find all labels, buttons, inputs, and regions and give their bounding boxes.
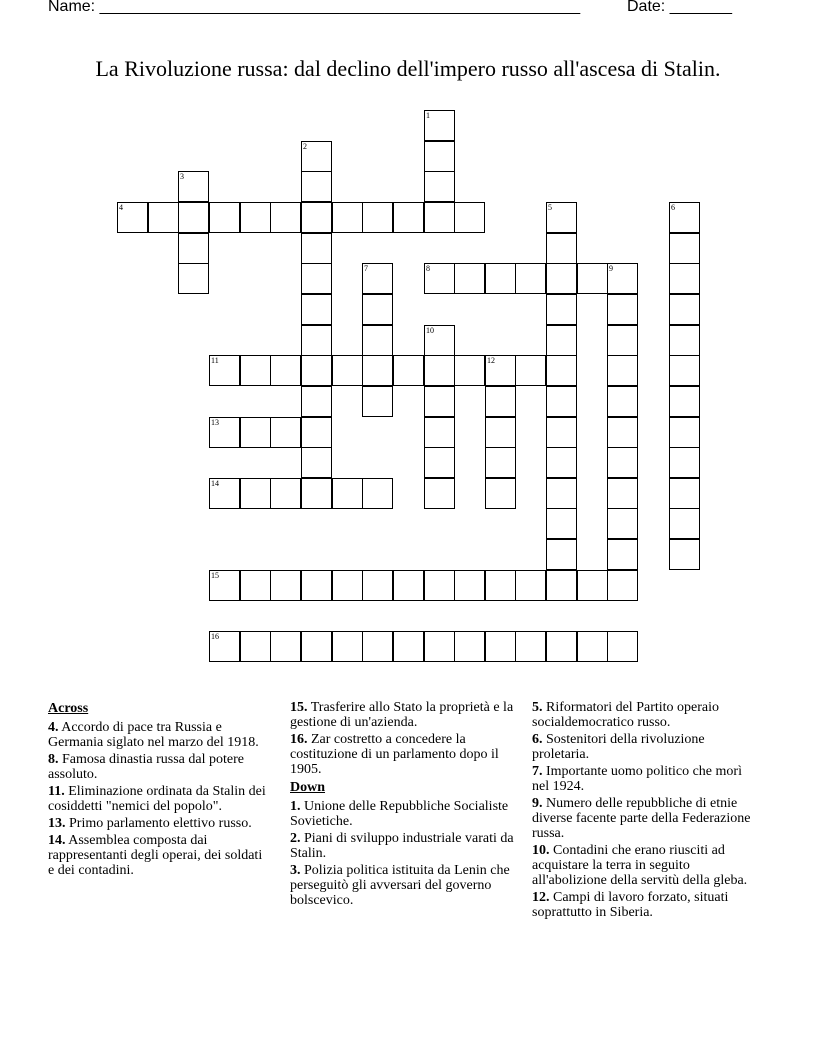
- grid-cell: [546, 508, 577, 539]
- clue-across-16: [290, 732, 522, 777]
- clue-number: 5.: [532, 700, 543, 715]
- clue-text: Assemblea composta dai rappresentanti degli operai, dei soldati e dei contadini.: [48, 833, 263, 878]
- clue-down-9: [532, 796, 758, 841]
- grid-cell: [393, 355, 424, 386]
- grid-cell: [485, 417, 516, 448]
- cell-number: 12: [487, 356, 495, 365]
- grid-cell: [546, 294, 577, 325]
- grid-cell: [546, 263, 577, 294]
- grid-cell: [454, 355, 485, 386]
- clue-text: Primo parlamento elettivo russo.: [69, 816, 252, 831]
- grid-cell: [669, 386, 700, 417]
- clue-text: Unione delle Repubbliche Socialiste Sovietiche.: [290, 799, 509, 829]
- grid-cell: [301, 294, 332, 325]
- grid-cell: [424, 202, 455, 233]
- cell-number: 16: [211, 632, 219, 641]
- grid-cell: [393, 570, 424, 601]
- clues-column-2: [290, 700, 522, 910]
- grid-cell: [424, 110, 455, 141]
- grid-cell: [332, 570, 363, 601]
- grid-cell: [362, 263, 393, 294]
- grid-cell: [454, 202, 485, 233]
- grid-cell: [424, 171, 455, 202]
- grid-cell: [546, 202, 577, 233]
- grid-cell: [607, 447, 638, 478]
- grid-cell: [515, 631, 546, 662]
- grid-cell: [301, 417, 332, 448]
- clue-number: 10.: [532, 843, 550, 858]
- grid-cell: [301, 202, 332, 233]
- grid-cell: [515, 263, 546, 294]
- grid-cell: [270, 355, 301, 386]
- grid-cell: [301, 325, 332, 356]
- grid-cell: [546, 631, 577, 662]
- grid-cell: [178, 263, 209, 294]
- grid-cell: [669, 355, 700, 386]
- clue-down-2: [290, 831, 522, 861]
- clue-number: 15.: [290, 700, 308, 715]
- cell-number: 7: [364, 264, 368, 273]
- clue-across-15: [290, 700, 522, 730]
- cell-number: 9: [609, 264, 613, 273]
- clue-number: 11.: [48, 784, 65, 799]
- grid-cell: [148, 202, 179, 233]
- clue-text: Zar costretto a concedere la costituzione di un parlamento dopo il 1905.: [290, 732, 499, 777]
- grid-cell: [270, 570, 301, 601]
- clue-across-8: [48, 752, 268, 782]
- grid-cell: [240, 570, 271, 601]
- grid-cell: [178, 233, 209, 264]
- clue-number: 9.: [532, 796, 543, 811]
- clue-number: 16.: [290, 732, 308, 747]
- grid-cell: [485, 447, 516, 478]
- grid-cell: [515, 355, 546, 386]
- clue-across-13: [48, 816, 268, 831]
- grid-cell: [270, 478, 301, 509]
- grid-cell: [424, 478, 455, 509]
- grid-cell: [607, 570, 638, 601]
- grid-cell: [301, 386, 332, 417]
- cell-number: 5: [548, 203, 552, 212]
- across-heading: Across: [48, 701, 89, 716]
- grid-cell: [301, 570, 332, 601]
- grid-cell: [362, 631, 393, 662]
- grid-cell: [332, 631, 363, 662]
- grid-cell: [577, 570, 608, 601]
- clue-text: Contadini che erano riusciti ad acquistare la terra in seguito all'abolizione della servitù della gleba.: [532, 843, 748, 888]
- grid-cell: [301, 478, 332, 509]
- grid-cell: [362, 570, 393, 601]
- grid-cell: [607, 478, 638, 509]
- grid-cell: [424, 263, 455, 294]
- grid-cell: [362, 355, 393, 386]
- clue-down-5: [532, 700, 758, 730]
- clue-text: Campi di lavoro forzato, situati soprattutto in Siberia.: [532, 890, 729, 920]
- grid-cell: [424, 417, 455, 448]
- clue-number: 6.: [532, 732, 543, 747]
- grid-cell: [332, 355, 363, 386]
- clue-text: Importante uomo politico che morì nel 1924.: [532, 764, 742, 794]
- grid-cell: [669, 539, 700, 570]
- grid-cell: [362, 294, 393, 325]
- grid-cell: [301, 447, 332, 478]
- down-heading: Down: [290, 780, 326, 795]
- cell-number: 2: [303, 142, 307, 151]
- clue-down-3: [290, 863, 522, 908]
- grid-cell: [607, 294, 638, 325]
- grid-cell: [209, 478, 240, 509]
- grid-cell: [240, 355, 271, 386]
- cell-number: 13: [211, 418, 219, 427]
- grid-cell: [669, 478, 700, 509]
- cell-number: 4: [119, 203, 123, 212]
- grid-cell: [362, 386, 393, 417]
- cell-number: 1: [426, 111, 430, 120]
- clue-down-10: [532, 843, 758, 888]
- grid-cell: [301, 263, 332, 294]
- clue-number: 4.: [48, 720, 59, 735]
- grid-cell: [577, 263, 608, 294]
- clue-number: 14.: [48, 833, 66, 848]
- grid-cell: [669, 508, 700, 539]
- clue-down-7: [532, 764, 758, 794]
- name-field-label: Name: ______________________________________________________: [48, 0, 581, 15]
- grid-cell: [393, 631, 424, 662]
- grid-cell: [270, 202, 301, 233]
- grid-cell: [454, 570, 485, 601]
- grid-cell: [362, 478, 393, 509]
- grid-cell: [607, 325, 638, 356]
- clue-text: Accordo di pace tra Russia e Germania siglato nel marzo del 1918.: [48, 720, 259, 750]
- grid-cell: [209, 417, 240, 448]
- grid-cell: [607, 263, 638, 294]
- clue-text: Sostenitori della rivoluzione proletaria.: [532, 732, 705, 762]
- grid-cell: [546, 386, 577, 417]
- grid-cell: [301, 233, 332, 264]
- grid-cell: [270, 631, 301, 662]
- grid-cell: [607, 508, 638, 539]
- grid-cell: [454, 631, 485, 662]
- clue-text: Eliminazione ordinata da Stalin dei cosiddetti "nemici del popolo".: [48, 784, 266, 814]
- date-field-label: Date: _______: [627, 0, 732, 15]
- grid-cell: [607, 355, 638, 386]
- grid-cell: [515, 570, 546, 601]
- clue-number: 8.: [48, 752, 59, 767]
- grid-cell: [240, 202, 271, 233]
- cell-number: 6: [671, 203, 675, 212]
- grid-cell: [393, 202, 424, 233]
- grid-cell: [332, 202, 363, 233]
- grid-cell: [669, 417, 700, 448]
- grid-cell: [485, 355, 516, 386]
- clue-number: 12.: [532, 890, 550, 905]
- grid-cell: [485, 570, 516, 601]
- clue-number: 2.: [290, 831, 301, 846]
- grid-cell: [607, 386, 638, 417]
- grid-cell: [669, 202, 700, 233]
- grid-cell: [577, 631, 608, 662]
- cell-number: 11: [211, 356, 219, 365]
- page-title: La Rivoluzione russa: dal declino dell'impero russo all'ascesa di Stalin.: [95, 56, 721, 81]
- grid-cell: [240, 417, 271, 448]
- grid-cell: [485, 631, 516, 662]
- grid-cell: [209, 355, 240, 386]
- grid-cell: [607, 417, 638, 448]
- grid-cell: [485, 478, 516, 509]
- grid-cell: [117, 202, 148, 233]
- clue-across-4: [48, 720, 268, 750]
- clue-number: 3.: [290, 863, 301, 878]
- grid-cell: [546, 447, 577, 478]
- clue-text: Famosa dinastia russa dal potere assoluto.: [48, 752, 244, 782]
- clue-number: 1.: [290, 799, 301, 814]
- grid-cell: [362, 325, 393, 356]
- grid-cell: [607, 631, 638, 662]
- grid-cell: [301, 171, 332, 202]
- grid-cell: [546, 325, 577, 356]
- cell-number: 8: [426, 264, 430, 273]
- grid-cell: [669, 263, 700, 294]
- grid-cell: [178, 171, 209, 202]
- grid-cell: [301, 141, 332, 172]
- grid-cell: [546, 233, 577, 264]
- grid-cell: [301, 355, 332, 386]
- grid-cell: [546, 417, 577, 448]
- clue-text: Riformatori del Partito operaio socialdemocratico russo.: [532, 700, 720, 730]
- grid-cell: [424, 325, 455, 356]
- grid-cell: [209, 570, 240, 601]
- grid-cell: [546, 570, 577, 601]
- grid-cell: [301, 631, 332, 662]
- clue-text: Numero delle repubbliche di etnie diverse facente parte della Federazione russa.: [532, 796, 751, 841]
- grid-cell: [454, 263, 485, 294]
- clues-column-3: [532, 700, 758, 922]
- cell-number: 10: [426, 326, 434, 335]
- grid-cell: [209, 202, 240, 233]
- grid-cell: [424, 355, 455, 386]
- grid-cell: [546, 478, 577, 509]
- grid-cell: [240, 631, 271, 662]
- grid-cell: [669, 447, 700, 478]
- clue-down-6: [532, 732, 758, 762]
- grid-cell: [270, 417, 301, 448]
- grid-cell: [546, 539, 577, 570]
- grid-cell: [669, 325, 700, 356]
- grid-cell: [485, 263, 516, 294]
- grid-cell: [669, 233, 700, 264]
- grid-cell: [424, 141, 455, 172]
- clue-across-14: [48, 833, 268, 878]
- clue-across-11: [48, 784, 268, 814]
- grid-cell: [209, 631, 240, 662]
- clue-down-12: [532, 890, 758, 920]
- clue-number: 7.: [532, 764, 543, 779]
- grid-cell: [607, 539, 638, 570]
- clues-column-1: [48, 700, 268, 880]
- clue-number: 13.: [48, 816, 66, 831]
- clue-text: Polizia politica istituita da Lenin che perseguitò gli avversari del governo bolscevico.: [290, 863, 510, 908]
- grid-cell: [240, 478, 271, 509]
- clue-text: Piani di sviluppo industriale varati da Stalin.: [290, 831, 514, 861]
- grid-cell: [362, 202, 393, 233]
- clue-text: Trasferire allo Stato la proprietà e la gestione di un'azienda.: [290, 700, 514, 730]
- grid-cell: [424, 447, 455, 478]
- grid-cell: [424, 386, 455, 417]
- clue-down-1: [290, 799, 522, 829]
- grid-cell: [424, 570, 455, 601]
- grid-cell: [669, 294, 700, 325]
- grid-cell: [424, 631, 455, 662]
- grid-cell: [546, 355, 577, 386]
- cell-number: 3: [180, 172, 184, 181]
- grid-cell: [332, 478, 363, 509]
- cell-number: 14: [211, 479, 219, 488]
- grid-cell: [485, 386, 516, 417]
- grid-cell: [178, 202, 209, 233]
- cell-number: 15: [211, 571, 219, 580]
